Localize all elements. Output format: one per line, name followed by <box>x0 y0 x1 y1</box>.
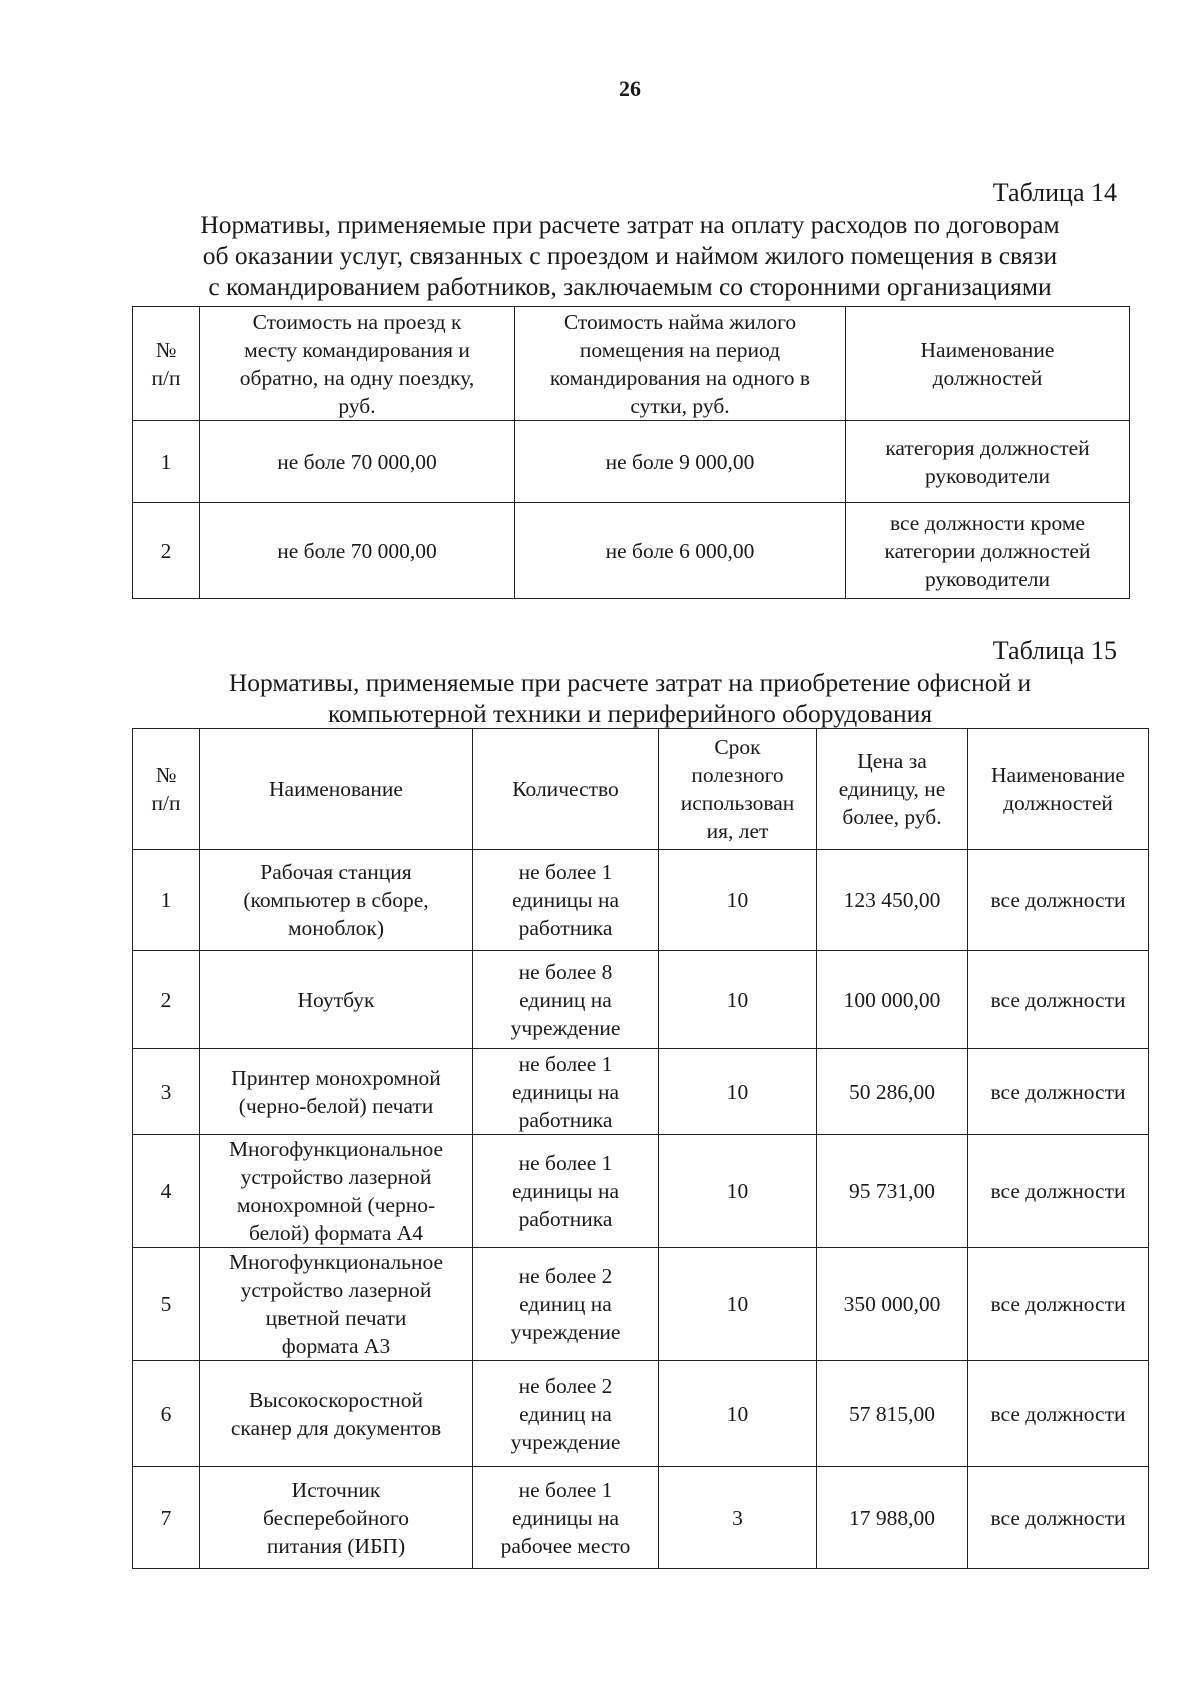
table-cell: все должности <box>968 1049 1149 1135</box>
table-cell: не более 1 единицы на работника <box>473 1135 659 1248</box>
table-cell: не боле 70 000,00 <box>200 421 515 503</box>
table-cell: 2 <box>133 503 200 599</box>
header-cell: Наименование должностей <box>846 307 1130 421</box>
table-cell: 7 <box>133 1467 200 1569</box>
table-row <box>133 1049 1149 1135</box>
table-cell: 6 <box>133 1361 200 1467</box>
table-cell: 10 <box>659 850 817 951</box>
table-cell: не боле 6 000,00 <box>515 503 846 599</box>
table-cell: все должности <box>968 1135 1149 1248</box>
table-row <box>133 1467 1149 1569</box>
table-cell: 10 <box>659 1135 817 1248</box>
header-cell: № п/п <box>133 307 200 421</box>
table-cell: 57 815,00 <box>817 1361 968 1467</box>
table-cell: категория должностей руководители <box>846 421 1130 503</box>
table-cell: не боле 70 000,00 <box>200 503 515 599</box>
table-row <box>133 951 1149 1049</box>
table-14-header-row <box>133 307 1130 421</box>
table-cell: все должности <box>968 1361 1149 1467</box>
table-14-title: Нормативы, применяемые при расчете затрат на оплату расходов по договорам об оказании услуг, связанных с проездом и наймом жилого помещения в связи с командированием работников, заключаемым со сторонними организациями <box>200 210 1060 301</box>
table-cell: 5 <box>133 1248 200 1361</box>
table-cell: 1 <box>133 850 200 951</box>
table-cell: 1 <box>133 421 200 503</box>
header-cell: Наименование <box>200 729 473 850</box>
table-cell: 350 000,00 <box>817 1248 968 1361</box>
table-cell: не более 2 единиц на учреждение <box>473 1248 659 1361</box>
header-cell: № п/п <box>133 729 200 850</box>
table-cell: Высокоскоростной сканер для документов <box>200 1361 473 1467</box>
table-cell: не более 1 единицы на работника <box>473 1049 659 1135</box>
page-number: 26 <box>619 76 641 101</box>
table-15-title: Нормативы, применяемые при расчете затрат на приобретение офисной и компьютерной техники и периферийного оборудования <box>228 668 1032 728</box>
table-cell: 2 <box>133 951 200 1049</box>
table-15 <box>132 728 1149 1569</box>
table-14 <box>132 306 1130 599</box>
table-cell: Источник бесперебойного питания (ИБП) <box>200 1467 473 1569</box>
table-15-header-row <box>133 729 1149 850</box>
table-row <box>133 1135 1149 1248</box>
table-cell: 50 286,00 <box>817 1049 968 1135</box>
header-cell: Срок полезного использован ия, лет <box>659 729 817 850</box>
table-cell: не боле 9 000,00 <box>515 421 846 503</box>
table-cell: 100 000,00 <box>817 951 968 1049</box>
header-cell: Цена за единицу, не более, руб. <box>817 729 968 850</box>
table-row <box>133 850 1149 951</box>
table-cell: 10 <box>659 951 817 1049</box>
table-cell: Многофункциональное устройство лазерной цветной печати формата А3 <box>200 1248 473 1361</box>
table-cell: Многофункциональное устройство лазерной монохромной (черно- белой) формата А4 <box>200 1135 473 1248</box>
header-cell: Наименование должностей <box>968 729 1149 850</box>
table-cell: 95 731,00 <box>817 1135 968 1248</box>
header-cell: Стоимость найма жилого помещения на период командирования на одного в сутки, руб. <box>515 307 846 421</box>
table-cell: все должности <box>968 951 1149 1049</box>
table-cell: 4 <box>133 1135 200 1248</box>
table-cell: все должности <box>968 1467 1149 1569</box>
table-cell: Рабочая станция (компьютер в сборе, моноблок) <box>200 850 473 951</box>
header-cell: Количество <box>473 729 659 850</box>
table-cell: не более 2 единиц на учреждение <box>473 1361 659 1467</box>
table-cell: все должности кроме категории должностей руководители <box>846 503 1130 599</box>
table-14-label: Таблица 14 <box>992 178 1117 207</box>
table-cell: не более 1 единицы на рабочее место <box>473 1467 659 1569</box>
table-cell: 10 <box>659 1248 817 1361</box>
table-cell: не более 1 единицы на работника <box>473 850 659 951</box>
table-cell: все должности <box>968 1248 1149 1361</box>
table-cell: 17 988,00 <box>817 1467 968 1569</box>
table-row <box>133 503 1130 599</box>
table-row <box>133 1248 1149 1361</box>
table-cell: 123 450,00 <box>817 850 968 951</box>
table-cell: Ноутбук <box>200 951 473 1049</box>
table-cell: 3 <box>659 1467 817 1569</box>
table-15-label: Таблица 15 <box>992 636 1117 665</box>
table-cell: 10 <box>659 1361 817 1467</box>
table-cell: все должности <box>968 850 1149 951</box>
table-cell: 3 <box>133 1049 200 1135</box>
table-cell: не более 8 единиц на учреждение <box>473 951 659 1049</box>
table-row <box>133 1361 1149 1467</box>
table-cell: Принтер монохромной (черно-белой) печати <box>200 1049 473 1135</box>
table-row <box>133 421 1130 503</box>
header-cell: Стоимость на проезд к месту командирования и обратно, на одну поездку, руб. <box>200 307 515 421</box>
table-cell: 10 <box>659 1049 817 1135</box>
